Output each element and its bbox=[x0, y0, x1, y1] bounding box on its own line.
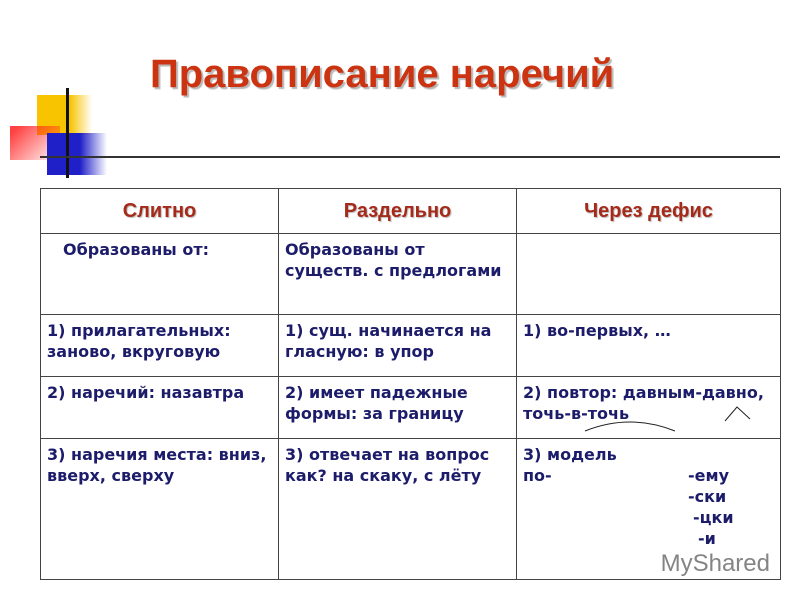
cell: 1) сущ. начинается на гласную: в упор bbox=[279, 315, 517, 377]
cell: 2) наречий: назавтра bbox=[41, 377, 279, 439]
slide-title: Правописание наречий bbox=[150, 52, 615, 96]
model-suffix: -цки bbox=[693, 508, 734, 527]
decor-vertical-line bbox=[66, 88, 69, 178]
cell: 1) прилагательных: заново, вкруговую bbox=[41, 315, 279, 377]
cell: Образованы от существ. с предлогами bbox=[279, 234, 517, 315]
cell: 1) во-первых, … bbox=[517, 315, 781, 377]
decor-horizontal-line bbox=[40, 156, 780, 158]
cell: Образованы от: bbox=[41, 234, 279, 315]
model-suffix: -ски bbox=[688, 487, 727, 506]
header-together: Слитно bbox=[41, 189, 279, 234]
cell bbox=[517, 234, 781, 315]
cell: 2) имеет падежные формы: за границу bbox=[279, 377, 517, 439]
cell: 3) отвечает на вопрос как? на скаку, с лёту bbox=[279, 439, 517, 580]
stress-arc-marks bbox=[540, 395, 760, 435]
model-suffix: -и bbox=[698, 529, 716, 548]
decor-blue-square bbox=[47, 133, 107, 175]
adverb-spelling-table bbox=[40, 188, 781, 580]
model-prefix: по- bbox=[523, 466, 552, 485]
header-hyphen: Через дефис bbox=[517, 189, 781, 234]
model-label: 3) модель bbox=[523, 445, 617, 464]
model-suffix: -ему bbox=[688, 466, 729, 485]
cell: 3) наречия места: вниз, вверх, сверху bbox=[41, 439, 279, 580]
watermark: MyShared bbox=[660, 550, 770, 577]
header-separate: Раздельно bbox=[279, 189, 517, 234]
cell: 2) повтор: давным-давно, точь-в-точь bbox=[517, 377, 781, 439]
